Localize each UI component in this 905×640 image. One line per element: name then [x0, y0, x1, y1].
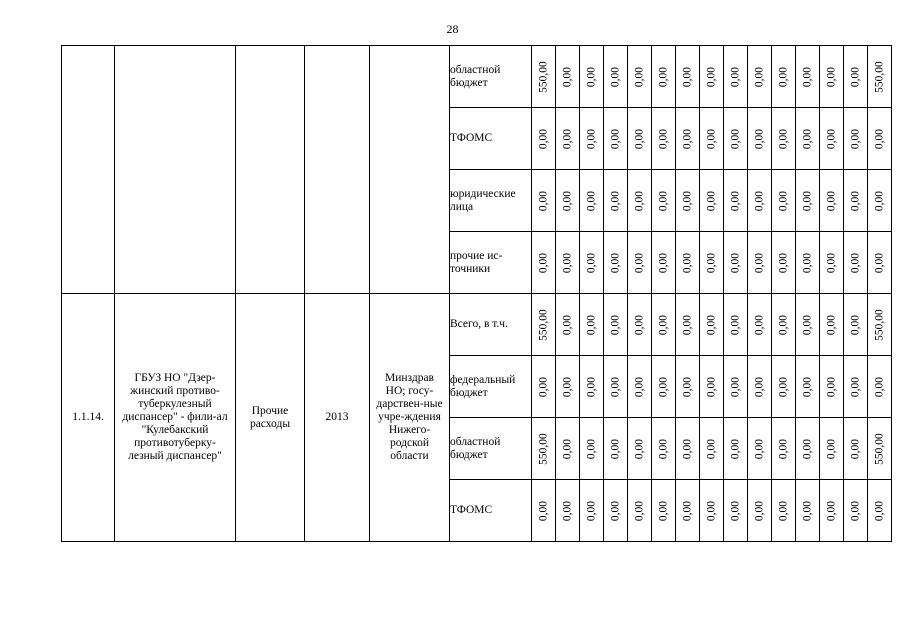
- value-text: 0,00: [825, 66, 837, 87]
- value-cell: [532, 232, 556, 294]
- value-cell: [532, 46, 556, 108]
- value-cell: [532, 418, 556, 480]
- value-text: 0,00: [657, 190, 669, 211]
- value-text: 0,00: [849, 128, 861, 149]
- value-cell: [676, 46, 700, 108]
- value-text: 0,00: [609, 252, 621, 273]
- value-cell: [796, 480, 820, 542]
- value-text: 0,00: [849, 314, 861, 335]
- value-cell: [820, 418, 844, 480]
- value-text: 0,00: [801, 314, 813, 335]
- value-cell: [676, 480, 700, 542]
- value-cell: [748, 170, 772, 232]
- value-text: 0,00: [753, 66, 765, 87]
- value-cell: [652, 170, 676, 232]
- value-cell: [604, 170, 628, 232]
- value-text: 0,00: [801, 128, 813, 149]
- value-cell: [628, 480, 652, 542]
- value-cell: [580, 46, 604, 108]
- value-text: 0,00: [801, 500, 813, 521]
- value-text: 0,00: [561, 376, 573, 397]
- value-cell: [844, 418, 868, 480]
- value-text: 0,00: [753, 252, 765, 273]
- value-cell: [628, 356, 652, 418]
- value-cell: [772, 108, 796, 170]
- value-cell: [580, 294, 604, 356]
- value-text: 0,00: [633, 190, 645, 211]
- item-number: 1.1.14.: [62, 294, 115, 542]
- year-cell: 2013: [305, 294, 370, 542]
- value-text: 0,00: [633, 314, 645, 335]
- value-cell: [580, 418, 604, 480]
- value-cell: [868, 108, 892, 170]
- value-cell: [772, 46, 796, 108]
- value-text: 0,00: [729, 252, 741, 273]
- value-text: 0,00: [633, 500, 645, 521]
- value-cell: [820, 356, 844, 418]
- value-cell: [820, 108, 844, 170]
- value-text: 0,00: [777, 252, 789, 273]
- value-text: 0,00: [873, 190, 885, 211]
- value-cell: [628, 294, 652, 356]
- value-text: 0,00: [777, 438, 789, 459]
- value-cell: [676, 232, 700, 294]
- value-text: 0,00: [609, 500, 621, 521]
- value-cell: [652, 418, 676, 480]
- value-cell: [844, 170, 868, 232]
- value-text: 0,00: [609, 376, 621, 397]
- value-text: 0,00: [873, 376, 885, 397]
- value-text: 0,00: [561, 190, 573, 211]
- value-text: 550,00: [873, 60, 885, 93]
- value-text: 0,00: [657, 66, 669, 87]
- value-text: 0,00: [633, 376, 645, 397]
- value-text: 0,00: [825, 376, 837, 397]
- value-cell: [772, 356, 796, 418]
- value-cell: [532, 480, 556, 542]
- value-cell: [796, 232, 820, 294]
- value-text: 0,00: [801, 190, 813, 211]
- value-text: 0,00: [561, 438, 573, 459]
- value-cell: [820, 46, 844, 108]
- value-cell: [772, 232, 796, 294]
- value-cell: [772, 418, 796, 480]
- value-cell: [604, 108, 628, 170]
- value-cell: [700, 232, 724, 294]
- value-cell: [748, 294, 772, 356]
- value-cell: [676, 356, 700, 418]
- value-cell: [580, 232, 604, 294]
- value-cell: [556, 294, 580, 356]
- value-text: 0,00: [777, 500, 789, 521]
- executor-cell: Минздрав НО; госу-дарствен-ные учре-ждения Нижего-родской области: [370, 294, 450, 542]
- funding-source: федеральный бюджет: [450, 356, 532, 418]
- value-cell: [748, 480, 772, 542]
- value-text: 0,00: [753, 128, 765, 149]
- value-cell: [676, 170, 700, 232]
- value-text: 0,00: [561, 500, 573, 521]
- value-cell: [868, 170, 892, 232]
- value-cell: [556, 356, 580, 418]
- value-cell: [532, 356, 556, 418]
- value-text: 0,00: [681, 376, 693, 397]
- page-number: 28: [446, 22, 459, 36]
- executor-cell: [370, 46, 450, 294]
- value-cell: [652, 108, 676, 170]
- value-cell: [796, 170, 820, 232]
- value-cell: [820, 294, 844, 356]
- value-cell: [820, 232, 844, 294]
- value-cell: [604, 356, 628, 418]
- value-cell: [772, 480, 796, 542]
- value-cell: [868, 294, 892, 356]
- value-cell: [796, 294, 820, 356]
- value-cell: [580, 356, 604, 418]
- value-cell: [532, 294, 556, 356]
- value-text: 0,00: [801, 438, 813, 459]
- value-text: 0,00: [825, 252, 837, 273]
- value-cell: [868, 46, 892, 108]
- value-text: 550,00: [537, 432, 549, 465]
- value-text: 0,00: [633, 438, 645, 459]
- value-text: 0,00: [753, 500, 765, 521]
- value-text: 550,00: [873, 432, 885, 465]
- value-cell: [604, 480, 628, 542]
- value-text: 0,00: [705, 314, 717, 335]
- value-text: 0,00: [657, 500, 669, 521]
- value-text: 0,00: [681, 500, 693, 521]
- item-number: [62, 46, 115, 294]
- value-cell: [604, 294, 628, 356]
- value-cell: [796, 46, 820, 108]
- value-cell: [772, 294, 796, 356]
- value-text: 550,00: [537, 308, 549, 341]
- value-cell: [748, 46, 772, 108]
- value-text: 0,00: [705, 128, 717, 149]
- value-cell: [580, 480, 604, 542]
- value-cell: [700, 356, 724, 418]
- value-text: 0,00: [657, 252, 669, 273]
- value-text: 0,00: [849, 66, 861, 87]
- value-text: 0,00: [777, 376, 789, 397]
- value-cell: [748, 418, 772, 480]
- value-text: 0,00: [873, 500, 885, 521]
- value-cell: [844, 356, 868, 418]
- value-text: 0,00: [777, 190, 789, 211]
- value-cell: [700, 170, 724, 232]
- value-cell: [724, 108, 748, 170]
- value-text: 0,00: [705, 438, 717, 459]
- value-text: 0,00: [585, 376, 597, 397]
- value-cell: [796, 108, 820, 170]
- funding-source: Всего, в т.ч.: [450, 294, 532, 356]
- value-text: 0,00: [537, 500, 549, 521]
- value-cell: [652, 480, 676, 542]
- value-text: 0,00: [537, 252, 549, 273]
- value-text: 0,00: [561, 128, 573, 149]
- funding-source: ТФОМС: [450, 480, 532, 542]
- value-cell: [628, 170, 652, 232]
- value-text: 0,00: [585, 314, 597, 335]
- institution-name: ГБУЗ НО "Дзер-жинский противо-туберкулезный диспансер" - фили-ал "Кулебакский противотуберку-лезный диспансер": [115, 294, 236, 542]
- value-cell: [652, 46, 676, 108]
- value-text: 0,00: [729, 66, 741, 87]
- value-cell: [700, 294, 724, 356]
- value-cell: [868, 232, 892, 294]
- value-text: 0,00: [801, 376, 813, 397]
- value-cell: [556, 480, 580, 542]
- value-cell: [652, 294, 676, 356]
- value-text: 0,00: [633, 66, 645, 87]
- value-text: 0,00: [585, 66, 597, 87]
- value-cell: [676, 294, 700, 356]
- value-text: 0,00: [657, 376, 669, 397]
- value-text: 0,00: [633, 128, 645, 149]
- value-cell: [700, 418, 724, 480]
- value-cell: [556, 418, 580, 480]
- value-text: 0,00: [657, 438, 669, 459]
- value-cell: [772, 170, 796, 232]
- value-cell: [556, 170, 580, 232]
- value-text: 0,00: [705, 190, 717, 211]
- value-text: 0,00: [849, 376, 861, 397]
- value-cell: [844, 232, 868, 294]
- value-cell: [628, 46, 652, 108]
- value-cell: [868, 418, 892, 480]
- value-text: 0,00: [753, 190, 765, 211]
- value-text: 0,00: [729, 314, 741, 335]
- expense-type: [236, 46, 305, 294]
- value-text: 0,00: [777, 128, 789, 149]
- value-cell: [604, 232, 628, 294]
- value-text: 0,00: [849, 500, 861, 521]
- value-text: 0,00: [657, 314, 669, 335]
- value-cell: [748, 108, 772, 170]
- value-cell: [676, 418, 700, 480]
- value-text: 0,00: [705, 376, 717, 397]
- table-row: [62, 294, 892, 356]
- value-text: 0,00: [825, 128, 837, 149]
- value-cell: [580, 170, 604, 232]
- value-cell: [532, 108, 556, 170]
- value-text: 0,00: [777, 66, 789, 87]
- value-text: 0,00: [849, 252, 861, 273]
- value-cell: [676, 108, 700, 170]
- value-text: 0,00: [681, 66, 693, 87]
- value-cell: [604, 418, 628, 480]
- value-text: 0,00: [585, 190, 597, 211]
- value-cell: [532, 170, 556, 232]
- value-cell: [580, 108, 604, 170]
- value-cell: [556, 46, 580, 108]
- value-text: 0,00: [585, 438, 597, 459]
- value-text: 0,00: [801, 66, 813, 87]
- value-cell: [556, 232, 580, 294]
- table-body: [62, 46, 892, 542]
- value-text: 0,00: [681, 128, 693, 149]
- value-text: 0,00: [585, 252, 597, 273]
- value-text: 0,00: [729, 190, 741, 211]
- funding-source: прочие ис-точники: [450, 232, 532, 294]
- value-text: 0,00: [753, 376, 765, 397]
- value-text: 0,00: [729, 500, 741, 521]
- institution-name: [115, 46, 236, 294]
- value-text: 0,00: [849, 438, 861, 459]
- value-cell: [748, 232, 772, 294]
- funding-source: областной бюджет: [450, 418, 532, 480]
- value-cell: [724, 232, 748, 294]
- value-text: 0,00: [753, 314, 765, 335]
- value-cell: [796, 356, 820, 418]
- value-cell: [844, 480, 868, 542]
- value-text: 0,00: [561, 252, 573, 273]
- value-cell: [628, 108, 652, 170]
- funding-source: областной бюджет: [450, 46, 532, 108]
- value-text: 0,00: [681, 314, 693, 335]
- value-text: 0,00: [729, 438, 741, 459]
- value-cell: [820, 170, 844, 232]
- budget-table: [61, 45, 892, 542]
- value-cell: [700, 480, 724, 542]
- value-text: 0,00: [777, 314, 789, 335]
- year-cell: [305, 46, 370, 294]
- value-text: 0,00: [705, 66, 717, 87]
- value-text: 0,00: [609, 190, 621, 211]
- value-text: 550,00: [537, 60, 549, 93]
- value-text: 0,00: [561, 66, 573, 87]
- value-text: 0,00: [753, 438, 765, 459]
- value-text: 0,00: [801, 252, 813, 273]
- value-text: 0,00: [705, 252, 717, 273]
- value-text: 0,00: [537, 376, 549, 397]
- value-cell: [724, 170, 748, 232]
- value-text: 0,00: [729, 376, 741, 397]
- value-text: 0,00: [657, 128, 669, 149]
- value-cell: [652, 356, 676, 418]
- value-cell: [724, 46, 748, 108]
- value-text: 0,00: [873, 128, 885, 149]
- value-cell: [724, 294, 748, 356]
- value-text: 0,00: [825, 438, 837, 459]
- value-cell: [820, 480, 844, 542]
- value-cell: [844, 294, 868, 356]
- value-cell: [700, 46, 724, 108]
- value-text: 0,00: [561, 314, 573, 335]
- value-text: 0,00: [585, 500, 597, 521]
- value-cell: [628, 232, 652, 294]
- value-cell: [724, 356, 748, 418]
- value-cell: [604, 46, 628, 108]
- value-text: 0,00: [609, 66, 621, 87]
- value-text: 0,00: [825, 314, 837, 335]
- value-text: 0,00: [537, 190, 549, 211]
- value-text: 0,00: [849, 190, 861, 211]
- value-text: 550,00: [873, 308, 885, 341]
- value-text: 0,00: [585, 128, 597, 149]
- value-cell: [796, 418, 820, 480]
- value-cell: [724, 480, 748, 542]
- value-cell: [868, 356, 892, 418]
- value-text: 0,00: [681, 438, 693, 459]
- value-text: 0,00: [633, 252, 645, 273]
- value-cell: [700, 108, 724, 170]
- value-text: 0,00: [609, 128, 621, 149]
- value-text: 0,00: [825, 190, 837, 211]
- value-text: 0,00: [681, 190, 693, 211]
- expense-type: Прочие расходы: [236, 294, 305, 542]
- funding-source: юридические лица: [450, 170, 532, 232]
- value-text: 0,00: [729, 128, 741, 149]
- value-text: 0,00: [705, 500, 717, 521]
- value-text: 0,00: [609, 314, 621, 335]
- value-cell: [556, 108, 580, 170]
- value-cell: [868, 480, 892, 542]
- value-cell: [724, 418, 748, 480]
- value-text: 0,00: [609, 438, 621, 459]
- value-text: 0,00: [873, 252, 885, 273]
- value-cell: [844, 108, 868, 170]
- value-cell: [748, 356, 772, 418]
- table-row: [62, 46, 892, 108]
- value-text: 0,00: [825, 500, 837, 521]
- value-cell: [652, 232, 676, 294]
- value-cell: [628, 418, 652, 480]
- value-cell: [844, 46, 868, 108]
- value-text: 0,00: [681, 252, 693, 273]
- value-text: 0,00: [537, 128, 549, 149]
- funding-source: ТФОМС: [450, 108, 532, 170]
